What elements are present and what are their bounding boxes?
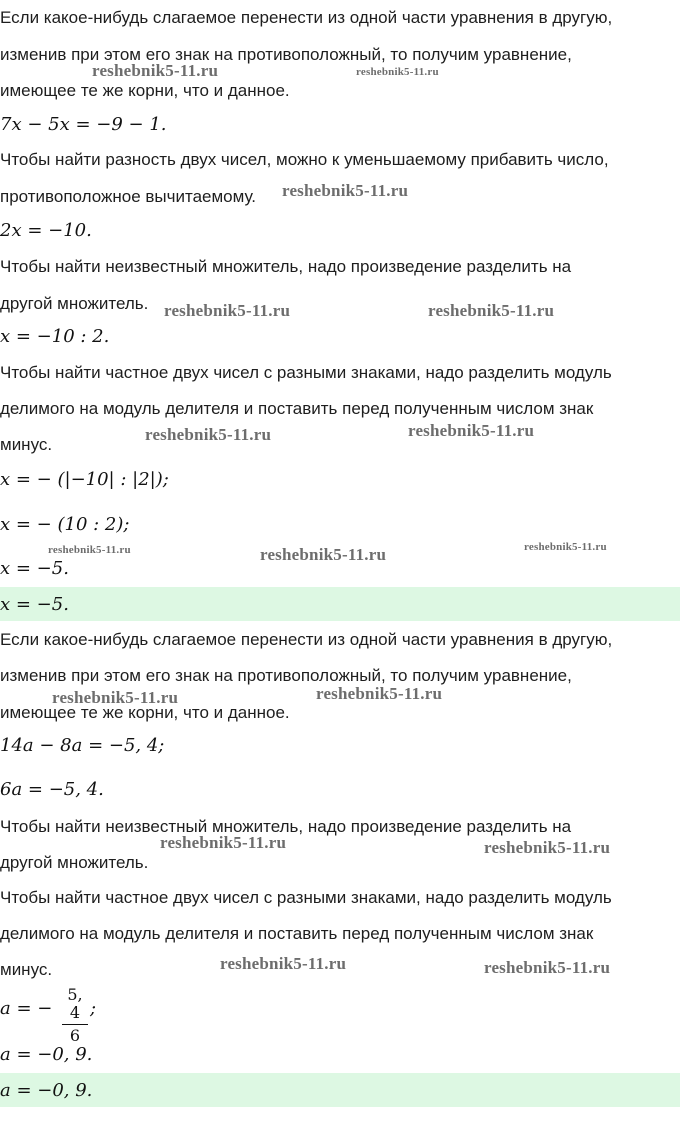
equation: 7x − 5x = −9 − 1. bbox=[0, 114, 167, 135]
fraction-bar bbox=[62, 1024, 88, 1025]
rule-text: изменив при этом его знак на противоположный, то получим уравнение, bbox=[0, 666, 572, 685]
equation: 2x = −10. bbox=[0, 220, 92, 241]
watermark: reshebnik5-11.ru bbox=[316, 684, 443, 703]
watermark: reshebnik5-11.ru bbox=[408, 421, 535, 440]
equation-suffix: ; bbox=[90, 998, 97, 1019]
rule-text: изменив при этом его знак на противоположный, то получим уравнение, bbox=[0, 45, 572, 64]
watermark: reshebnik5-11.ru bbox=[260, 545, 387, 564]
equation: 14a − 8a = −5, 4; bbox=[0, 735, 165, 756]
equation: a = −0, 9. bbox=[0, 1044, 93, 1065]
watermark: reshebnik5-11.ru bbox=[52, 688, 179, 707]
rule-text: другой множитель. bbox=[0, 294, 149, 313]
rule-text: Чтобы найти неизвестный множитель, надо произведение разделить на bbox=[0, 817, 572, 836]
rule-text: Чтобы найти неизвестный множитель, надо произведение разделить на bbox=[0, 257, 572, 276]
watermark: reshebnik5-11.ru bbox=[48, 544, 131, 556]
rule-text: Если какое-нибудь слагаемое перенести из одной части уравнения в другую, bbox=[0, 8, 613, 27]
rule-text: Чтобы найти разность двух чисел, можно к уменьшаемому прибавить число, bbox=[0, 150, 609, 169]
answer-highlight bbox=[0, 1073, 680, 1107]
equation: x = − (10 : 2); bbox=[0, 514, 130, 535]
answer-highlight bbox=[0, 587, 680, 621]
watermark: reshebnik5-11.ru bbox=[164, 301, 291, 320]
watermark: reshebnik5-11.ru bbox=[484, 838, 611, 857]
equation: 6a = −5, 4. bbox=[0, 779, 104, 800]
answer-equation: x = −5. bbox=[0, 594, 69, 615]
watermark: reshebnik5-11.ru bbox=[145, 425, 272, 444]
rule-text: минус. bbox=[0, 960, 53, 979]
rule-text: делимого на модуль делителя и поставить перед полученным числом знак bbox=[0, 399, 594, 418]
equation-prefix: a = − bbox=[0, 998, 53, 1019]
equation: x = −5. bbox=[0, 558, 69, 579]
watermark: reshebnik5-11.ru bbox=[524, 541, 607, 553]
rule-text: противоположное вычитаемому. bbox=[0, 187, 257, 206]
watermark: reshebnik5-11.ru bbox=[484, 958, 611, 977]
rule-text: Чтобы найти частное двух чисел с разными знаками, надо разделить модуль bbox=[0, 888, 612, 907]
rule-text: делимого на модуль делителя и поставить перед полученным числом знак bbox=[0, 924, 594, 943]
fraction-numerator: 5, 4 bbox=[67, 985, 83, 1022]
watermark: reshebnik5-11.ru bbox=[160, 833, 287, 852]
watermark: reshebnik5-11.ru bbox=[220, 954, 347, 973]
equation: x = − (|−10| : |2|); bbox=[0, 469, 169, 490]
watermark: reshebnik5-11.ru bbox=[282, 181, 409, 200]
rule-text: Чтобы найти частное двух чисел с разными знаками, надо разделить модуль bbox=[0, 363, 612, 382]
fraction bbox=[62, 986, 88, 1045]
rule-text: имеющее те же корни, что и данное. bbox=[0, 81, 290, 100]
watermark: reshebnik5-11.ru bbox=[92, 61, 219, 80]
rule-text: минус. bbox=[0, 435, 53, 454]
watermark: reshebnik5-11.ru bbox=[356, 66, 439, 78]
answer-equation: a = −0, 9. bbox=[0, 1080, 93, 1101]
rule-text: имеющее те же корни, что и данное. bbox=[0, 703, 290, 722]
watermark: reshebnik5-11.ru bbox=[428, 301, 555, 320]
fraction-denominator: 6 bbox=[69, 1026, 81, 1045]
rule-text: Если какое-нибудь слагаемое перенести из одной части уравнения в другую, bbox=[0, 630, 613, 649]
equation: x = −10 : 2. bbox=[0, 326, 110, 347]
rule-text: другой множитель. bbox=[0, 853, 149, 872]
